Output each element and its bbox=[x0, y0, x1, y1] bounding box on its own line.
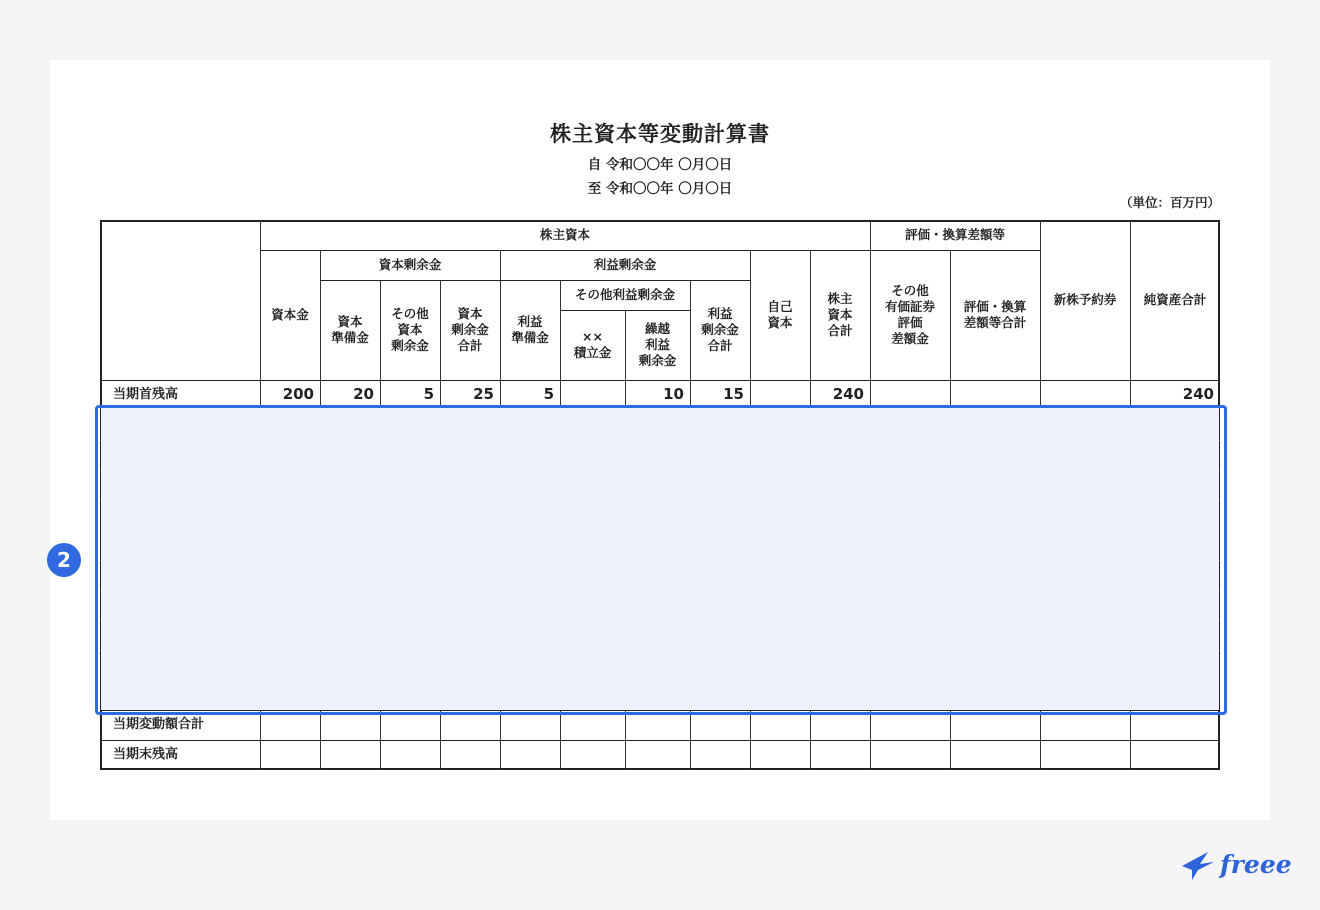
header-capital-reserve: 資本 準備金 bbox=[331, 313, 369, 345]
header-capital-surplus-total: 資本 剰余金 合計 bbox=[451, 305, 489, 354]
header-carried-forward: 繰越 利益 剰余金 bbox=[638, 320, 677, 369]
header-retained-earnings: 利益剰余金 bbox=[593, 256, 657, 272]
value-cell: 240 bbox=[1182, 385, 1214, 404]
value-cell: 15 bbox=[723, 385, 744, 404]
header-divider bbox=[260, 250, 1040, 251]
header-net-assets-total: 純資産合計 bbox=[1143, 291, 1207, 307]
header-treasury-stock: 自己 資本 bbox=[767, 298, 793, 330]
value-cell: 5 bbox=[423, 385, 434, 404]
header-securities-valuation: その他 有価証券 評価 差額金 bbox=[884, 282, 935, 347]
value-cell: 240 bbox=[832, 385, 864, 404]
row-divider bbox=[100, 740, 1220, 741]
value-cell: 5 bbox=[543, 385, 554, 404]
header-retained-total: 利益 剰余金 合計 bbox=[701, 305, 739, 354]
highlight-box bbox=[95, 405, 1227, 715]
row-label: 当期変動額合計 bbox=[113, 716, 205, 732]
header-valuation-total: 評価・換算 差額等合計 bbox=[963, 298, 1027, 330]
header-equity-total: 株主 資本 合計 bbox=[827, 290, 853, 339]
document-title: 株主資本等変動計算書 bbox=[550, 122, 770, 146]
row-label: 当期末残高 bbox=[113, 746, 179, 762]
header-bottom-line bbox=[100, 380, 1220, 381]
unit-label: （単位：百万円） bbox=[1119, 195, 1220, 210]
step-badge: 2 bbox=[47, 543, 81, 577]
header-capital-stock: 資本金 bbox=[271, 306, 309, 322]
header-divider bbox=[320, 280, 750, 281]
bird-icon bbox=[1180, 846, 1218, 882]
value-cell: 10 bbox=[663, 385, 684, 404]
header-legal-reserve: 利益 準備金 bbox=[511, 313, 549, 345]
period-to: 至 令和〇〇年 〇月〇日 bbox=[587, 181, 733, 197]
value-cell: 200 bbox=[282, 385, 314, 404]
header-valuation: 評価・換算差額等 bbox=[904, 226, 1005, 242]
row-label: 当期首残高 bbox=[113, 386, 179, 402]
freee-logo bbox=[1180, 840, 1300, 888]
header-other-capital-surplus: その他 資本 剰余金 bbox=[391, 305, 429, 354]
header-xx-reserve: ×× 積立金 bbox=[573, 328, 612, 360]
header-capital-surplus: 資本剰余金 bbox=[378, 256, 442, 272]
header-divider bbox=[560, 310, 690, 311]
period-from: 自 令和〇〇年 〇月〇日 bbox=[587, 157, 733, 173]
header-stock-acquisition-rights: 新株予約券 bbox=[1053, 291, 1117, 307]
value-cell: 25 bbox=[473, 385, 494, 404]
brand-name: freee bbox=[1220, 849, 1292, 879]
header-shareholders-equity: 株主資本 bbox=[539, 226, 590, 242]
value-cell: 20 bbox=[353, 385, 374, 404]
header-other-retained: その他利益剰余金 bbox=[574, 286, 675, 302]
